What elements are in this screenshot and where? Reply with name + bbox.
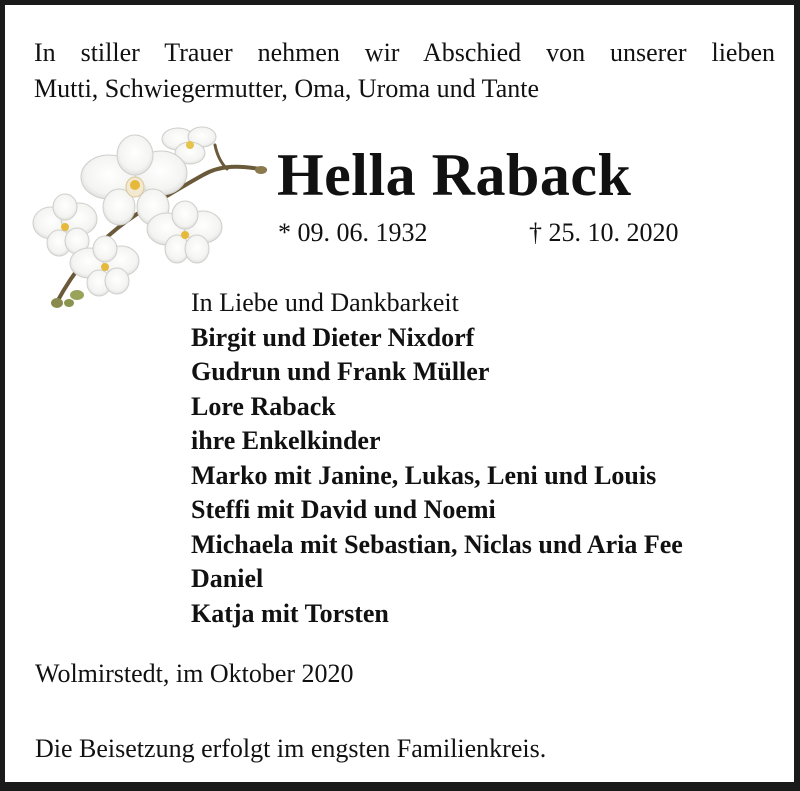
mourner-name: ihre Enkelkinder [191,426,381,455]
mourner-name: Lore Raback [191,391,336,421]
intro-line-1: In stiller Trauer nehmen wir Abschied von unserer lieben [34,38,775,67]
mourners-list [191,286,683,631]
intro-text [34,35,775,107]
place-and-date: Wolmirstedt, im Oktober 2020 [35,659,354,688]
mourner-name: Katja mit Torsten [191,598,389,628]
mourner-name: Gudrun und Frank Müller [191,357,490,386]
funeral-note: Die Beisetzung erfolgt im engsten Familienkreis. [35,734,547,763]
deceased-name: Hella Raback [277,142,632,208]
mourner-name: Birgit und Dieter Nixdorf [191,322,475,352]
birth-date: * 09. 06. 1932 [278,218,428,247]
dedication-line: In Liebe und Dankbarkeit [191,288,459,317]
intro-line-2: Mutti, Schwiegermutter, Oma, Uroma und Tante [34,74,539,103]
mourner-name: Marko mit Janine, Lukas, Leni und Louis [191,460,657,490]
death-date: † 25. 10. 2020 [529,218,679,247]
mourner-name: Daniel [191,564,264,593]
mourner-name: Steffi mit David und Noemi [191,495,496,524]
mourner-name: Michaela mit Sebastian, Niclas und Aria Fee [191,529,683,559]
